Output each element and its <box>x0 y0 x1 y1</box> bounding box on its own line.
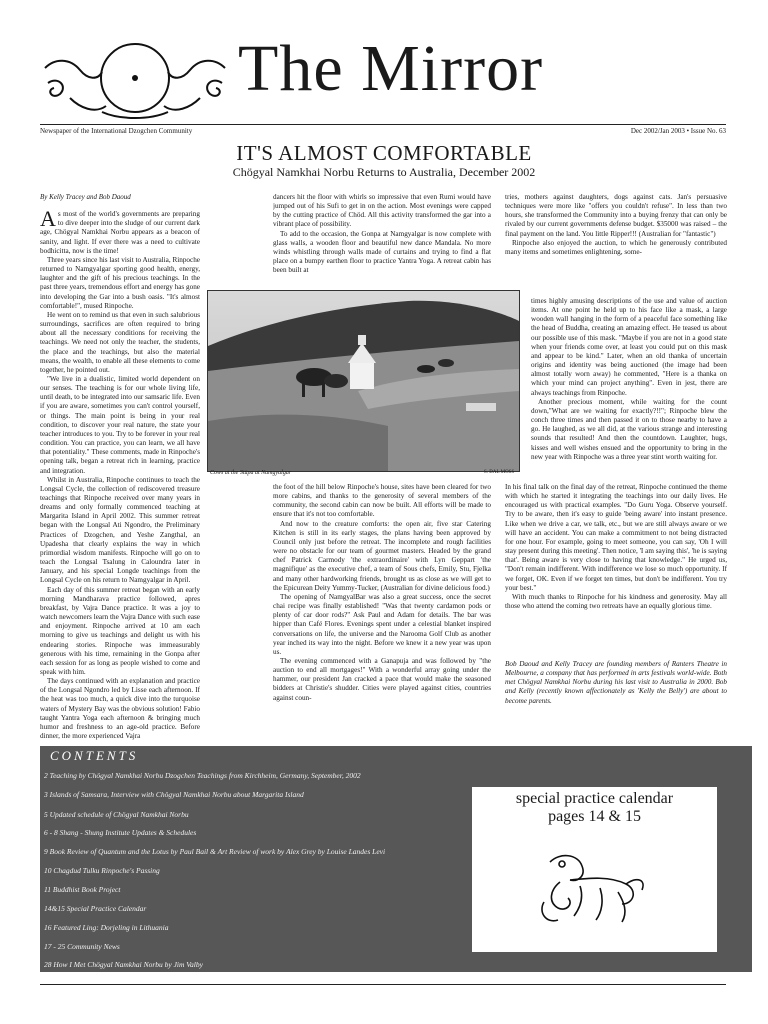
paragraph: To add to the occasion, the Gonpa at Namgyalgar is now complete with glass walls, a wooden floor and beautiful new dance Mandala. No more winds whistling through walls made of curtains and trying to find a flat place on a bumpy earthen floor to practice Yantra Yoga. A retreat cabin has been built at <box>273 229 491 275</box>
toc-item[interactable]: 28 How I Met Chögyal Namkhai Norbu by Jim Valby <box>44 960 203 969</box>
toc-item[interactable]: 6 - 8 Shang - Shung Institute Updates & Schedules <box>44 828 197 837</box>
article-column-2-top <box>273 193 491 287</box>
paragraph: Each day of this summer retreat began with an early morning Mandharava practice followed, apres breakfast, by Vajra Dance practice. It was a joy to watch newcomers learn the Vajra Dance with such ease and enjoyment. Rinpoche arrived at 10 am each morning to give us teachings and delight us with his endearing stories. Rinpoche was immeasurably generous with his time, remaining in the Gonpa after each session for as long as people wished to come and speak with him. <box>40 585 200 676</box>
toc-item[interactable]: 10 Chagdud Tulku Rinpoche's Passing <box>44 866 160 875</box>
paragraph: the foot of the hill below Rinpoche's house, sites have been cleared for two more cabins, and thanks to the generosity of several members of the community, the second cabin can now be built. All efforts will be made to ensure that it's not too comfortable. <box>273 483 491 519</box>
calendar-pages: pages 14 & 15 <box>548 808 641 825</box>
article-byline: By Kelly Tracey and Bob Daoud <box>40 193 131 201</box>
calendar-title: special practice calendar <box>515 790 674 807</box>
paragraph: With much thanks to Rinpoche for his kindness and generosity. May all those who attend the coming two retreats have an equally glorious time. <box>505 592 727 611</box>
cows-stupa-photo <box>208 291 519 471</box>
toc-item[interactable]: 9 Book Review of Quantum and the Lotus by Paul Bail & Art Review of work by Alex Grey by Louise Landes Levi <box>44 847 386 856</box>
article-column-3-top <box>505 193 727 287</box>
article-photo <box>207 290 520 472</box>
masthead-rule <box>40 124 726 125</box>
article-column-2-bottom <box>273 483 491 745</box>
paragraph: times highly amusing descriptions of the use and value of auction items. At one point he held up to his face like a mask, a large wooden wall hanging in the form of a peaceful face something like the head of Buddha, creating an amazing effect. He teased us about our possible use of this mask. "Maybe if you are not in a good state when your friends come over, at least you could put on this mask and appear to be kind." Later, when an old thanka of uncertain origins and identity was being auctioned (the image had been almost totally worn away) he commented, "Here is a thanka on which your mind can project anything". Even in jest, there are always teachings from Rinpoche. <box>531 297 727 397</box>
issue-info: Dec 2002/Jan 2003 • Issue No. 63 <box>630 127 726 135</box>
author-bio: Bob Daoud and Kelly Tracey are founding members of Ranters Theatre in Melbourne, a company that has performed in arts festivals world-wide. Both met Chögyal Namkhai Norbu during his last visit to Australia in 2000. Bob and Kelly (recently known affectionately as 'Kelly the Belly') are about to become parents. <box>505 660 727 705</box>
masthead-tagline: Newspaper of the International Dzogchen Community <box>40 127 193 135</box>
calendar-heading <box>472 790 717 826</box>
paragraph: tries, mothers against daughters, dogs against cats. Jan's persuasive techniques were more like "offers you couldn't refuse". In less than two hours, she transformed the Community into a buying frenzy that can only be rivaled by our current governments defense budget. $35000 was raised – the final payment on the land. You little Ripper!!! (Australian for "fantastic") <box>505 193 727 238</box>
contents-title: CONTENTS <box>50 748 139 763</box>
toc-item[interactable]: 17 - 25 Community News <box>44 942 120 951</box>
toc-item[interactable]: 14&15 Special Practice Calendar <box>44 904 147 913</box>
drop-cap: A <box>40 206 56 232</box>
paragraph: s most of the world's governments are preparing to dive deeper into the sludge of our current dark age, Chögyal Namkhai Norbu appears as a beacon of sanity, and light. If ever there was a need to cultivate bodhicitta, now is the time! <box>40 210 200 255</box>
masthead-title: The Mirror <box>238 32 544 105</box>
paragraph: The opening of NamgyalBar was also a great success, once the secret chai recipe was finally established! "Was that twenty cardamon pods or plenty of car door rods?" Ask Paul and Adam for details. The bar was hipper than Café Flores. Evenings spent under a celestial blanket inspired conversations on life, the universe and the Narooma Golf Club as another year inched its way into the night. Before we knew it a new year was upon us. <box>273 592 491 656</box>
snow-lion-icon <box>530 842 650 932</box>
paragraph: Whilst in Australia, Rinpoche continues to teach the Longsal Cycle, the collection of rediscovered treasure teachings that Rinpoche received over many years in dreams and only formally commenced teaching at Margarita Island in April 2002. This summer retreat began with the Longsal Ati Ngondro, the Preliminary Practices of Dzogchen, and Yeshe Zangthal, an Upadesha that clearly explains the way in which primordial wisdom manifests. Rinpoche will go on to teach the Longsal Tsalung in Caloundra later in January, and his special Longde teachings from the Longsal Cycle on his return to Namgyalgar in April. <box>40 475 200 585</box>
paragraph: He went on to remind us that even in such salubrious surroundings, sacrifices are often required to bring about all the necessary conditions for receiving the teachings. We need not only the teacher, the students, the place and the teachings, but also the material means, the wealth, to enable all these elements to come together, he pointed out. <box>40 310 200 374</box>
paragraph: And now to the creature comforts: the open air, five star Catering Kitchen is still in its early stages, the plans having been approved by Council only just before the retreat. The incomplete and rough facilities were no obstacle for our team of gourmet masters. Headed by the grand chef Patrick Carmody 'the extraordinaire' with Lyn Geppart 'the magnifique' as the executive chef, a team of Sous chefs, Emily, Stu, Fjelka and many other hardworking friends, brought us as close as we will get to the Epicurean Deity Yummy-Tucker, (Australian for divine delicious food.) <box>273 519 491 592</box>
photo-credit: S. DAL MOSS <box>484 470 515 475</box>
paragraph: In his final talk on the final day of the retreat, Rinpoche continued the theme with which he started it integrating the teachings into our daily lives. He encouraged us with practical examples. "Do Guru Yoga. Observe yourself. Try to be aware, then it's easy to guide 'being aware' into instant presence. Like when we drive a car, we talk, etc., but we are still always aware or we will have an accident. You can make a commitment to not being distracted for one hour. For example, going to meet someone, you can say, 'Oh I will stay present during this meeting'. Then notice, 'I am saying this', 'he is saying that'. Being aware is very close to having that knowledge." He urged us, "Don't remain indifferent. With indifference we lose so much opportunity. If we forget, OK. Even if we forget ten times, but don't be indifferent. You try your best." <box>505 483 727 592</box>
article-column-1 <box>40 193 200 743</box>
paragraph: dancers hit the floor with whirls so impressive that even Rumi would have jumped out of his Sufi to get in on the action. Most evenings were capped by the cutting practice of Chöd. All this activity transformed the gar into a vibrant place of possibility. <box>273 193 491 229</box>
paragraph: Three years since his last visit to Australia, Rinpoche returned to Namgyalgar sporting good health, energy, laughter and the gift of his precious teachings. In the past three years, tremendous effort and energy has gone into developing the Gar into a bush oasis. "It's almost comfortable!", mused Rinpoche. <box>40 255 200 310</box>
paragraph: "We live in a dualistic, limited world dependent on our senses. The teaching is for our whole living life, until death, to be integrated into our samsaric life. Even if you are aware, sometimes you can't control yourself, or things. The main point is being in your real condition, to discover your real nature, the state your teacher introduces to you. Try to be forever in your real condition. You can practice, you can learn, we all have that potentiality." These comments, made in Rinpoche's opening talk, began a retreat rich in learning, practice and integration. <box>40 374 200 475</box>
photo-caption: Cows at the Stūpa at Namgyalgar <box>210 470 292 476</box>
paragraph: Rinpoche also enjoyed the auction, to which he generously contributed many items and sometimes enlightening, some- <box>505 238 727 256</box>
paragraph: The evening commenced with a Ganapuja and was followed by "the auction to end all mortgages!" With a wonderful array going under the hammer, our president Jan cracked a pace that would make the seasoned bidders at Christie's shudder. Cities were played against cities, countries against coun- <box>273 656 491 702</box>
masthead-logo <box>40 28 230 124</box>
toc-item[interactable]: 2 Teaching by Chögyal Namkhai Norbu Dzogchen Teachings from Kirchheim, Germany, September, 2002 <box>44 771 361 780</box>
toc-item[interactable]: 11 Buddhist Book Project <box>44 885 121 894</box>
article-column-3-bottom <box>505 483 727 653</box>
toc-item[interactable]: 5 Updated schedule of Chögyal Namkhai Norbu <box>44 810 189 819</box>
article-headline: IT'S ALMOST COMFORTABLE <box>236 141 532 165</box>
article-subhead: Chögyal Namkhai Norbu Returns to Australia, December 2002 <box>232 165 536 179</box>
toc-item[interactable]: 16 Featured Ling: Dorjeling in Lithuania <box>44 923 169 932</box>
paragraph: Another precious moment, while waiting for the count down,"What are we waiting for exactly?!!"; Rinpoche blew the conch three times and then passed it on to those nearby to have a go. He laughed, as we all did, at the various strange and interesting sounds that resulted! And then the countdown. Laughter, hugs, kisses and well wishes ensued and the opportunity to bring in the new year with Rinpoche was a three year stint worth waiting for. <box>531 397 727 461</box>
toc-item[interactable]: 3 Islands of Samsara, Interview with Chögyal Namkhai Norbu about Margarita Island <box>44 790 304 799</box>
article-column-3-wrap <box>531 297 727 481</box>
footer-rule <box>40 984 726 985</box>
paragraph: The days continued with an explanation and practice of the Longsal Ngondro led by Lisse each afternoon. If the heat was too much, a quick dive into the turquoise waters of Mystery Bay was the obvious solution! Fabio taught Yantra Yoga each afternoon & bringing much humor and freshness to an age-old practice. Before dinner, the more experienced Vajra <box>40 677 200 741</box>
